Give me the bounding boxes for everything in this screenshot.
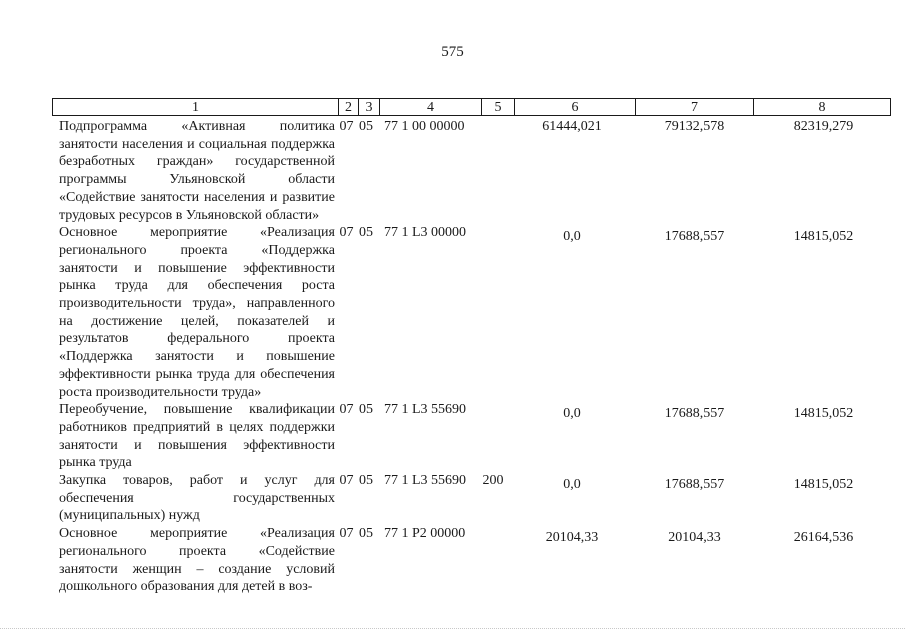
row-name: Переобучение, повышение квалификации работников предприятий в целях поддержки занятости и повышения эффективности рынка труда [59, 402, 335, 471]
table-row [52, 118, 891, 224]
row-value-6: 20104,33 [545, 530, 599, 546]
row-rz: 07 [339, 225, 354, 241]
row-rz: 07 [339, 526, 354, 542]
row-value-7: 17688,557 [664, 406, 725, 422]
row-name: Закупка товаров, работ и услуг для обеспечения государственных (муниципальных) нужд [59, 473, 335, 524]
row-cs: 77 1 00 00000 [384, 119, 465, 134]
row-rz: 07 [339, 473, 354, 489]
row-rz: 07 [339, 119, 354, 134]
header-col-6: 6 [515, 99, 636, 115]
header-col-4: 4 [380, 99, 482, 115]
header-col-2: 2 [339, 99, 359, 115]
row-pr: 05 [359, 225, 373, 241]
row-name: Основное мероприятие «Реализация регионального проекта «Содействие занятости женщин – создание условий дошкольного образования для детей в воз- [59, 526, 335, 595]
row-value-6: 0,0 [563, 406, 581, 422]
row-value-6: 0,0 [563, 229, 581, 245]
row-pr: 05 [359, 473, 373, 489]
table-row [52, 472, 891, 525]
row-value-8: 26164,536 [793, 530, 854, 546]
page-number: 575 [441, 44, 464, 60]
header-col-1: 1 [53, 99, 339, 115]
row-pr: 05 [359, 119, 373, 134]
table-body [52, 118, 891, 596]
row-value-8: 14815,052 [793, 229, 854, 245]
row-value-7: 17688,557 [664, 229, 725, 245]
row-vr: 200 [482, 473, 504, 489]
row-value-8: 14815,052 [793, 477, 854, 493]
row-value-6: 61444,021 [542, 119, 602, 134]
scan-edge-dots [0, 628, 905, 630]
row-value-8: 82319,279 [793, 119, 854, 134]
row-name: Подпрограмма «Активная политика занятости населения и социальная поддержка безработных граждан» государственной программы Ульяновской области «Содействие занятости населения и развитие трудовых ресурсов в Ульяновской области» [59, 119, 335, 223]
table-row [52, 401, 891, 472]
table-row [52, 224, 891, 401]
row-name: Основное мероприятие «Реализация регионального проекта «Поддержка занятости и повышение эффективности рынка труда для обеспечения роста производительности труда», направленного на достижение целей, показателей и результатов федерального проекта «Поддержка занятости и повышение эффективности рынка труда для обеспечения роста производительности труда» [59, 225, 335, 400]
header-col-3: 3 [359, 99, 380, 115]
row-value-7: 17688,557 [664, 477, 725, 493]
row-pr: 05 [359, 526, 373, 542]
row-rz: 07 [339, 402, 354, 418]
row-cs: 77 1 P2 00000 [384, 526, 466, 542]
row-cs: 77 1 L3 55690 [384, 473, 467, 489]
row-pr: 05 [359, 402, 373, 418]
row-value-7: 20104,33 [668, 530, 721, 546]
row-value-8: 14815,052 [793, 406, 854, 422]
header-col-7: 7 [636, 99, 754, 115]
row-cs: 77 1 L3 55690 [384, 402, 467, 418]
row-value-6: 0,0 [563, 477, 581, 493]
table-header [52, 98, 891, 116]
table-row [52, 525, 891, 596]
row-cs: 77 1 L3 00000 [384, 225, 467, 241]
header-col-5: 5 [482, 99, 515, 115]
header-col-8: 8 [818, 100, 826, 115]
row-value-7: 79132,578 [664, 119, 725, 134]
